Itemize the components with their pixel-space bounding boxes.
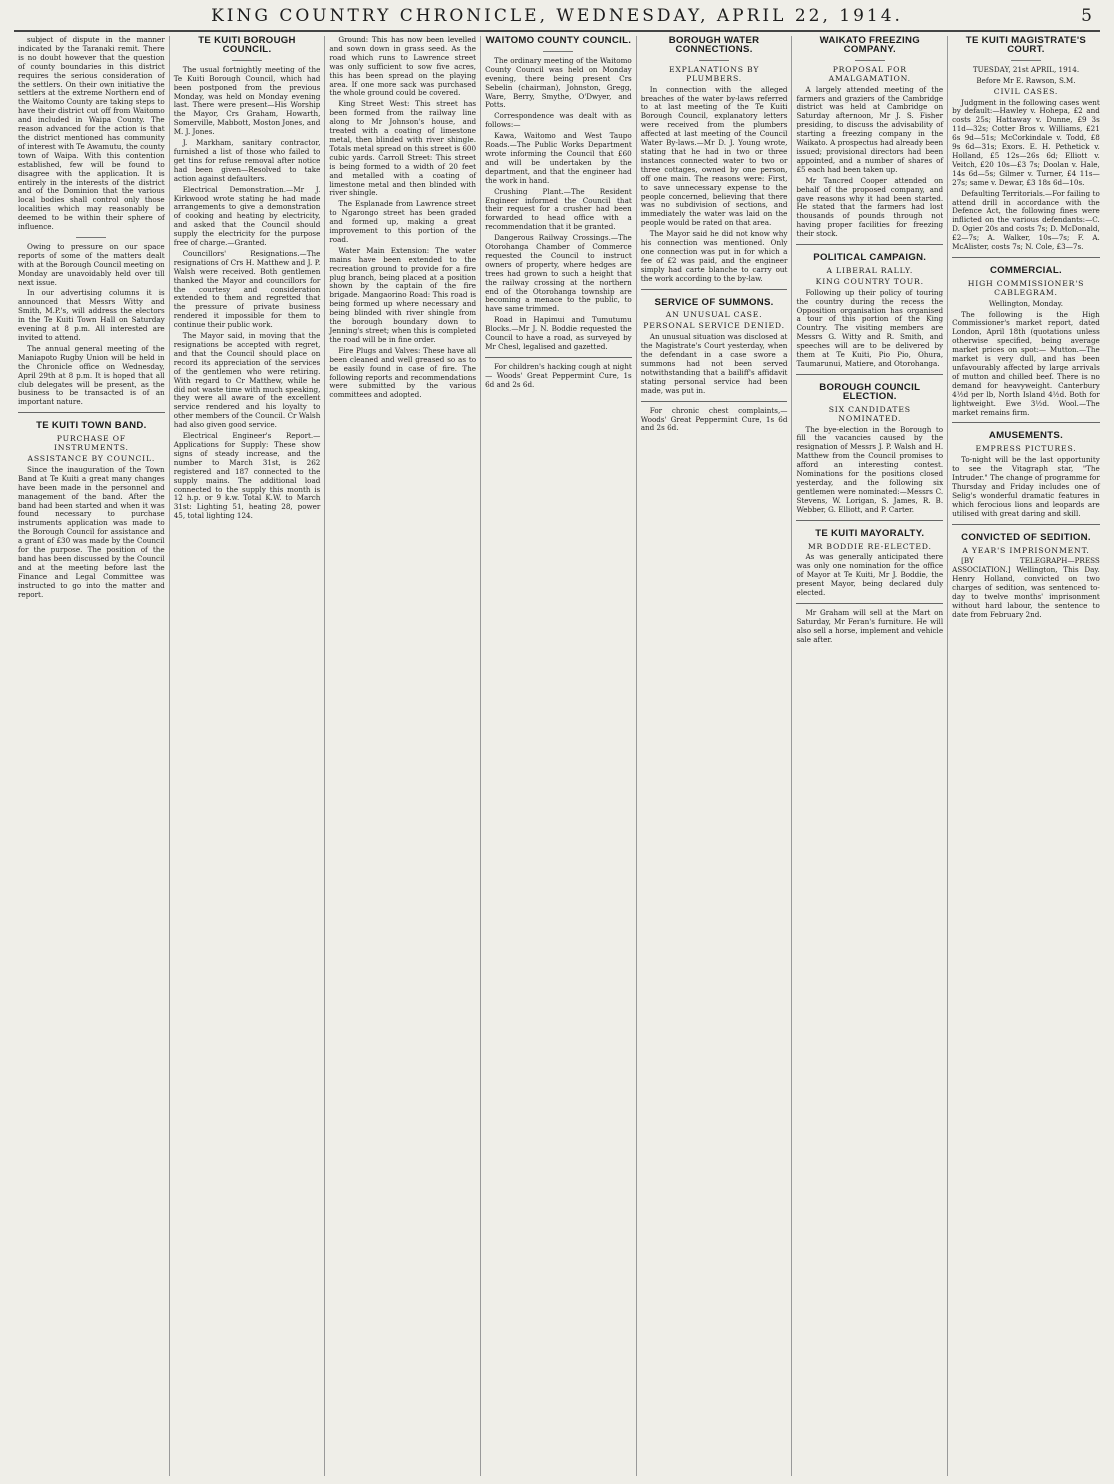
works-report-1: Ground: This has now been levelled and sown down in grass seed. As the road which runs to Lawrence street was only sufficient to sow five acres, this has been spread on the playing area. If one more sack was purchased the whole ground could be covered. <box>329 36 477 98</box>
commercial-text: The following is the High Commissioner's market report, dated London, April 18th (quotations unless otherwise specified, being average market prices on spot:— Mutton.—The market is very dull, and has been unfavourably affected by large arrivals of mutton and chilled beef. There is no demand for heavyweight. Canterbury 4½d per lb, North Island 4½d. Both for lightweight. Ewe 3½d. Wool.—The market remains firm. <box>952 309 1100 417</box>
council-text-1: The usual fortnightly meeting of the Te Kuiti Borough Council, which had been postponed from the previous Monday, was held on Monday evening last. There were present—His Worship the Mayor, Crs Graham, Howarth, Somerville, Mabbott, Moston Jones, and M. J. Jones. <box>173 64 321 137</box>
peppermint-ad-2: For chronic chest complaints,—Woods' Great Peppermint Cure, 1s 6d and 2s 6d. <box>640 405 788 433</box>
divider <box>855 60 885 61</box>
mayoralty-subheading: MR BODDIE RE-ELECTED. <box>807 541 932 551</box>
divider <box>699 60 729 61</box>
amusements-subheading: EMPRESS PICTURES. <box>975 444 1077 454</box>
county-text-5: Dangerous Railway Crossings.—The Otorohanga Chamber of Commerce requested the Council to instruct owners of property, where hedges are trees had grown to such a height that the railway crossing at the northern end of the Otorohanga township are becoming a menace to the public, to have same trimmed. <box>485 233 632 314</box>
page-number: 5 <box>1081 6 1092 26</box>
election-subheading: SIX CANDIDATES NOMINATED. <box>828 404 911 423</box>
amusements-text: To-night will be the last opportunity to see the Vitagraph star, "The Intruder." The change of programme for Thursday and Friday includes one of Selig's wonderful dramatic features in which ferocious lions and leopards are utilised with great daring and skill. <box>952 455 1100 518</box>
divider <box>232 60 262 61</box>
meeting-announcement: In our advertising columns it is announced that Messrs Witty and Smith, M.P.'s, will address the electors in the Te Kuiti Town Hall on Saturday evening at 8 p.m. All interested are invited to attend. <box>18 288 165 342</box>
election-heading: BOROUGH COUNCIL ELECTION. <box>819 381 921 402</box>
county-text-6: Road in Hapimui and Tumutumu Blocks.—Mr J. N. Boddie requested the Council to have a road, as surveyed by Mr Chesl, legalised and gazetted. <box>485 315 632 351</box>
column-7 <box>948 36 1104 1476</box>
summons-subheading-1: AN UNUSUAL CASE. <box>665 310 763 320</box>
county-text-3: Kawa, Waitomo and West Taupo Roads.—The Public Works Department wrote informing the Council that £60 and will be undertaken by the department, and that the engineer had the work in hand. <box>485 131 632 185</box>
territorials-text: Defaulting Territorials.—For failing to attend drill in accordance with the Defence Act, the following fines were inflicted on the various defendants:—C. D. Ogier 20s and costs 7s; D. McDonald, £2—7s; A. Walker, 10s—7s; F. A. McAlister, costs 7s; N. Cole, £3—7s. <box>952 188 1100 252</box>
court-date: TUESDAY, 21st APRIL, 1914. <box>972 64 1080 74</box>
commercial-heading: COMMERCIAL. <box>989 264 1062 276</box>
water-connections-heading: BOROUGH WATER CONNECTIONS. <box>668 36 760 55</box>
mayoralty-heading: TE KUITI MAYORALTY. <box>815 527 925 539</box>
article-separator <box>952 422 1100 423</box>
boundary-dispute-text: subject of dispute in the manner indicated by the Taranaki remit. There is no doubt however that the question of county boundaries in this district requires the serious consideration of the settlers. On their own initiative the settlers at the extreme Northern end of the Waitomo County are taking steps to have their district cut off from Waitomo and included in Waipa County. The reason advanced for the action is that the district mentioned has community of interest with Te Awamutu, the county town of Waipa. With this contention established, few will be found to disagree with the application. It is entirely in the interests of the district and of the Dominion that the various local bodies shall control only those localities which may reasonably be deemed to be within their sphere of influence. <box>18 36 165 232</box>
freezing-text-1: A largely attended meeting of the farmers and graziers of the Cambridge district was held at Cambridge on Saturday afternoon, Mr J. S. Fisher presiding, to discuss the advisability of starting a freezing company in the Waikato. A prospectus had already been issued; provisional directors had been appointed, and a number of shares of £5 each had been taken up. <box>796 84 944 174</box>
council-text-5: The Mayor said, in moving that the resignations be accepted with regret, and that the Council should place on record its appreciation of the services of the gentlemen who were retiring. With regard to Cr Matthew, while he did not waste time with much speaking, they were all aware of the excellent service rendered and his loyalty to other members of the Council. Cr Walsh had also given good service. <box>173 331 321 430</box>
works-report-2: King Street West: This street has been formed from the railway line along to Mr Johnson's house, and treated with a coating of limestone metal, then blinded with river shingle. Totals metal spread on this street is 600 cubic yards. Carroll Street: This street is being formed to a width of 20 feet and metalled with a coating of limestone metal and then blinded with river shingle. <box>329 99 477 198</box>
works-report-3: The Esplanade from Lawrence street to Ngarongo street has been graded and formed up, making a great improvement to this portion of the road. <box>329 199 477 244</box>
political-subheading-2: KING COUNTRY TOUR. <box>815 276 924 286</box>
column-2 <box>170 36 326 1476</box>
election-text: The bye-election in the Borough to fill the vacancies caused by the resignation of Messrs J. P. Walsh and H. Matthew from the Council promises to afford an interesting contest. Nominations for the positions closed yesterday, and the following six gentlemen were nominated:—Messrs C. Stevens, W. Lorigan, S. James, R. B. Webber, G. Elliott, and P. Carter. <box>796 424 944 514</box>
sedition-subheading: A YEAR'S IMPRISONMENT. <box>962 545 1090 555</box>
rugby-meeting-note: The annual general meeting of the Maniapoto Rugby Union will be held in the Chronicle office on Wednesday, April 29th at 8 p.m. It is hoped that all club delegates will be present, as the business to be transacted is of an important nature. <box>18 343 165 407</box>
summons-subheading-2: PERSONAL SERVICE DENIED. <box>643 321 785 331</box>
article-separator <box>796 244 943 245</box>
civil-cases-heading: CIVIL CASES. <box>993 86 1059 96</box>
band-article-text: Since the inauguration of the Town Band at Te Kuiti a great many changes have been made in the personnel and management of the band. After the band had been started and when it was found necessary to purchase instruments application was made to the Borough Council for assistance and a grant of £30 was made by the Council for the purpose. The position of the band has been discussed by the Council and at the meeting before last the Finance and Legal Committee was instructed to go into the matter and report. <box>18 464 165 599</box>
freezing-text-2: Mr Tancred Cooper attended on behalf of the proposed company, and gave reasons why it had been started. He stated that the farmers had lost thousands of pounds through not having proper facilities for freezing their stock. <box>796 175 944 239</box>
column-6 <box>792 36 948 1476</box>
peppermint-ad-1: For children's hacking cough at night — Woods' Great Peppermint Cure, 1s 6d and 2s 6d. <box>485 361 632 389</box>
commercial-subheading: HIGH COMMISSIONER'S CABLEGRAM. <box>967 278 1085 297</box>
divider <box>543 51 573 52</box>
council-text-6: Electrical Engineer's Report.—Applications for Supply: These show signs of steady increase, and the number to March 31st, is 262 registered and 187 connected to the supply mains. The additional load connected to the supply this month is 12 h.p. or 9 k.w. Total K.W. to March 31st: Lighting 51, heating 28, power 45, total lighting 124. <box>173 431 321 521</box>
amusements-heading: AMUSEMENTS. <box>988 430 1064 442</box>
water-text-1: In connection with the alleged breaches of the water by-laws referred to at last meeting of the Te Kuiti Borough Council, explanatory letters were received from the plumbers affected at last meeting of the Council Water By-laws.—Mr D. J. Young wrote, stating that he had in two or three instances connected water to two or three cottages, owned by one person, off one main. The reasons were: First, to save unnecessary expense to the people concerned, believing that there was no subdivision of sections, and immediately the water was laid on the people would be rated on that area. <box>640 84 788 228</box>
article-columns <box>14 36 1104 1476</box>
article-separator <box>952 257 1100 258</box>
freezing-subheading: PROPOSAL FOR AMALGAMATION. <box>828 64 911 83</box>
summons-text: An unusual situation was disclosed at the Magistrate's Court yesterday, when the defendant in a case swore a summons had not been served notwithstanding that a bailiff's affidavit stating personal service had been made, was put in. <box>640 332 788 395</box>
space-note: Owing to pressure on our space reports of some of the matters dealt with at the Borough Council meeting on Monday are unavoidably held over till next issue. <box>18 241 165 287</box>
county-text-2: Correspondence was dealt with as follows:— <box>485 111 632 130</box>
magistrate-court-heading: TE KUITI MAGISTRATE'S COURT. <box>965 36 1087 55</box>
water-text-2: The Mayor said he did not know why his connection was mentioned. Only one connection was put in for which a fee of £2 was paid, and the engineer simply had carte blanche to carry out the work according to the by-law. <box>640 229 788 283</box>
masthead <box>0 4 1114 28</box>
county-text-1: The ordinary meeting of the Waitomo County Council was held on Monday evening, there being present Crs Sebelin (chairman), Johnston, Gregg, Ware, Berry, Smythe, O'Dwyer, and Potts. <box>485 55 632 110</box>
masthead-rule <box>14 30 1100 32</box>
county-council-heading: WAITOMO COUNTY COUNCIL. <box>485 36 632 46</box>
article-separator <box>641 289 788 290</box>
article-separator <box>952 524 1100 525</box>
article-separator <box>641 401 788 402</box>
article-separator <box>485 357 632 358</box>
political-text: Following up their policy of touring the country during the recess the Opposition organisation has organised a tour of this portion of the King Country. The visiting members are Messrs G. Witty and R. Smith, and speeches will are to be delivered by them at Te Kuiti, Pio Pio, Ohura, Taumarunui, Matiere, and Otorohanga. <box>796 287 944 368</box>
divider <box>76 237 106 238</box>
band-subheading-1: PURCHASE OF INSTRUMENTS. <box>53 434 129 453</box>
summons-heading: SERVICE OF SUMMONS. <box>654 296 774 308</box>
court-before: Before Mr E. Rawson, S.M. <box>976 75 1076 85</box>
works-report-5: Fire Plugs and Valves: These have all been cleaned and well greased so as to be easily found in case of fire. The following reports and recommendations were submitted by the various committees and adopted. <box>329 345 477 400</box>
article-separator <box>796 374 943 375</box>
water-subheading: EXPLANATIONS BY PLUMBERS. <box>668 64 760 83</box>
civil-cases-text: Judgment in the following cases went by default:—Hawley v. Hohepa, £2 and costs 25s; Hattaway v. Dunne, £9 3s 11d—32s; Cotter Bros v. Williams, £21 6s 9d—51s; McCorkindale v. Todd, £8 9s 6d—31s; Exors. E. H. Pethetick v. Holland, £5 12s—26s 6d; Elliott v. Veitch, £20 10s—£3 7s; Doolan v. Hale, 14s 6d—5s; Gilmer v. Turner, £4 11s—27s; same v. Dewar, £3 18s 6d—10s. <box>952 97 1100 187</box>
county-text-4: Crushing Plant.—The Resident Engineer informed the Council that their request for a crusher had been forwarded to head office with a recommendation that it be granted. <box>485 186 632 232</box>
column-5 <box>637 36 793 1476</box>
works-report-4: Water Main Extension: The water mains have been extended to the recreation ground to provide for a fire plug branch, being placed at a position shown by the captain of the fire brigade. Mangaorino Road: This road is being formed up where necessary and being blinded with river shingle from the borough boundary down to Jenning's street; when this is completed the road will be in fine order. <box>329 245 477 344</box>
column-3 <box>325 36 481 1476</box>
article-separator <box>796 520 943 521</box>
column-4 <box>481 36 637 1476</box>
mayoralty-text: As was generally anticipated there was only one nomination for the office of Mayor at Te Kuiti, Mr J. Boddie, the present Mayor, being declared duly elected. <box>796 552 944 598</box>
divider <box>1011 60 1041 61</box>
freezing-company-heading: WAIKATO FREEZING COMPANY. <box>819 36 920 55</box>
article-separator <box>18 412 165 413</box>
newspaper-title: KING COUNTRY CHRONICLE, WEDNESDAY, APRIL 22, 1914. <box>211 6 903 26</box>
sedition-heading: CONVICTED OF SEDITION. <box>961 531 1091 543</box>
sedition-text: [BY TELEGRAPH—PRESS ASSOCIATION.] Wellington, This Day. Henry Holland, convicted on two charges of sedition, was sentenced to-day to twelve months' imprisonment without hard labour, the sentence to date from February 2nd. <box>952 556 1100 619</box>
council-text-3: Electrical Demonstration.—Mr J. Kirkwood wrote stating he had made arrangements to give a demonstration of cooking and heating by electricity, and asked that the Council should supply the electricity for the purpose free of charge.—Granted. <box>173 184 321 248</box>
council-text-4: Councillors' Resignations.—The resignations of Crs H. Matthew and J. P. Walsh were received. Both gentlemen thanked the Mayor and councillors for the courtesy and consideration extended to them and regretted that the pressure of private business rendered it impossible for them to continue their public work. <box>173 248 321 330</box>
borough-council-heading: TE KUITI BOROUGH COUNCIL. <box>198 36 296 55</box>
band-heading: TE KUITI TOWN BAND. <box>36 420 147 432</box>
council-text-2: J. Markham, sanitary contractor, furnished a list of those who failed to get tins for refuse removal after notice had been given—Resolved to take action against defaulters. <box>173 138 321 183</box>
political-subheading-1: A LIBERAL RALLY. <box>826 265 914 275</box>
article-separator <box>796 603 943 604</box>
column-1 <box>14 36 170 1476</box>
auction-notice: Mr Graham will sell at the Mart on Saturday, Mr Feran's furniture. He will also sell a horse, implement and vehicle sale after. <box>796 607 944 644</box>
band-subheading-2: ASSISTANCE BY COUNCIL. <box>27 453 156 463</box>
commercial-dateline: Wellington, Monday. <box>988 298 1064 308</box>
political-heading: POLITICAL CAMPAIGN. <box>813 252 927 264</box>
